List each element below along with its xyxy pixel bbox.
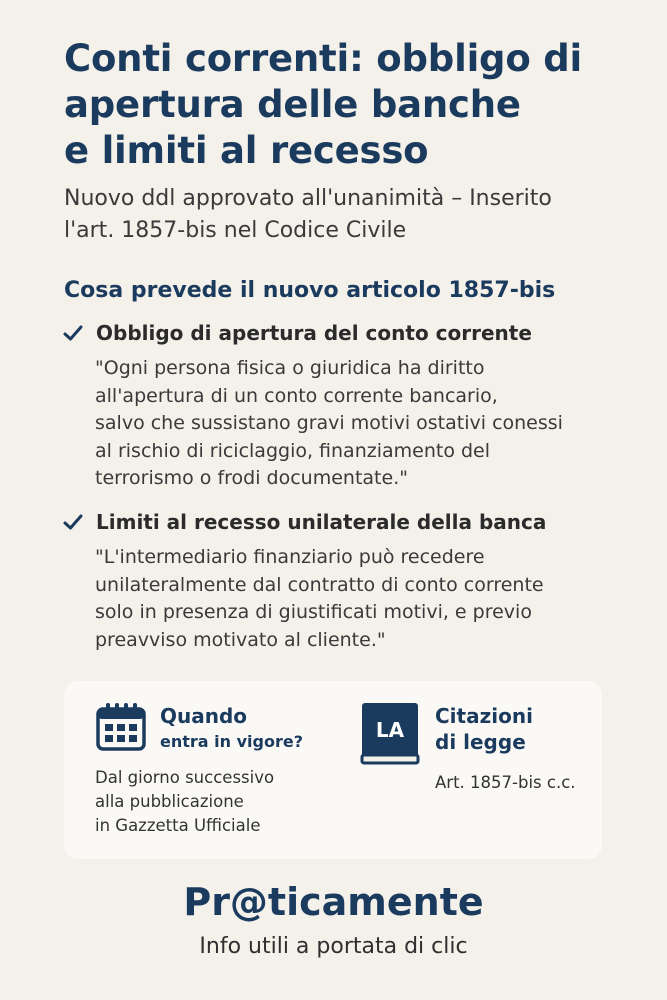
section-title: Cosa prevede il nuovo articolo 1857-bis [64,278,556,303]
quote-line: unilateralmente dal contratto di conto corrente [95,573,544,596]
calendar-icon [95,701,147,753]
citations-title [435,703,585,755]
subtitle-line: Nuovo ddl approvato all'unanimità – Inserito [64,186,552,211]
when-subtitle: entra in vigore? [160,732,303,751]
quote-line: all'apertura di un conto corrente bancario, [95,384,498,407]
quote-line: solo in presenza di giustificati motivi, e previo [95,601,532,624]
citations-title-line: di legge [435,730,526,754]
brand-tagline: Info utili a portata di clic [199,934,468,959]
point-heading: Limiti al recesso unilaterale della banca [96,510,547,534]
when-line: alla pubblicazione [95,792,244,811]
citations-text: Art. 1857-bis c.c. [435,773,576,792]
brand-logo: Pr@ticamente [183,880,484,924]
quote-line: preavviso motivato al cliente." [95,628,386,651]
when-line: Dal giorno successivo [95,768,275,787]
check-icon [62,511,84,533]
when-line: in Gazzetta Ufficiale [95,816,261,835]
quote-line: al rischio di riciclaggio, finanziamento del [95,439,491,462]
point-quote [95,544,615,654]
quote-line: salvo che sussistano gravi motivi ostativi conessi [95,412,563,435]
quote-line: "Ogni persona fisica o giuridica ha diritto [95,357,485,379]
book-icon-label: LA [375,718,405,742]
title-line: e limiti al recesso [64,129,429,172]
citations-title-line: Citazioni [435,704,533,728]
title-line: apertura delle banche [64,83,521,126]
title-line: Conti correnti: obbligo di [64,37,583,80]
point-quote [95,355,615,493]
info-box [64,681,602,859]
law-book-icon [360,701,420,767]
when-title: Quando [160,704,248,728]
point-heading: Obbligo di apertura del conto corrente [96,321,532,345]
check-icon [62,322,84,344]
subtitle-line: l'art. 1857-bis nel Codice Civile [64,218,407,243]
quote-line: terrorismo o frodi documentate." [95,467,408,490]
page-title [64,36,624,174]
quote-line: "L'intermediario finanziario può recedere [95,546,485,568]
page-subtitle [64,183,624,247]
when-text [95,766,335,838]
